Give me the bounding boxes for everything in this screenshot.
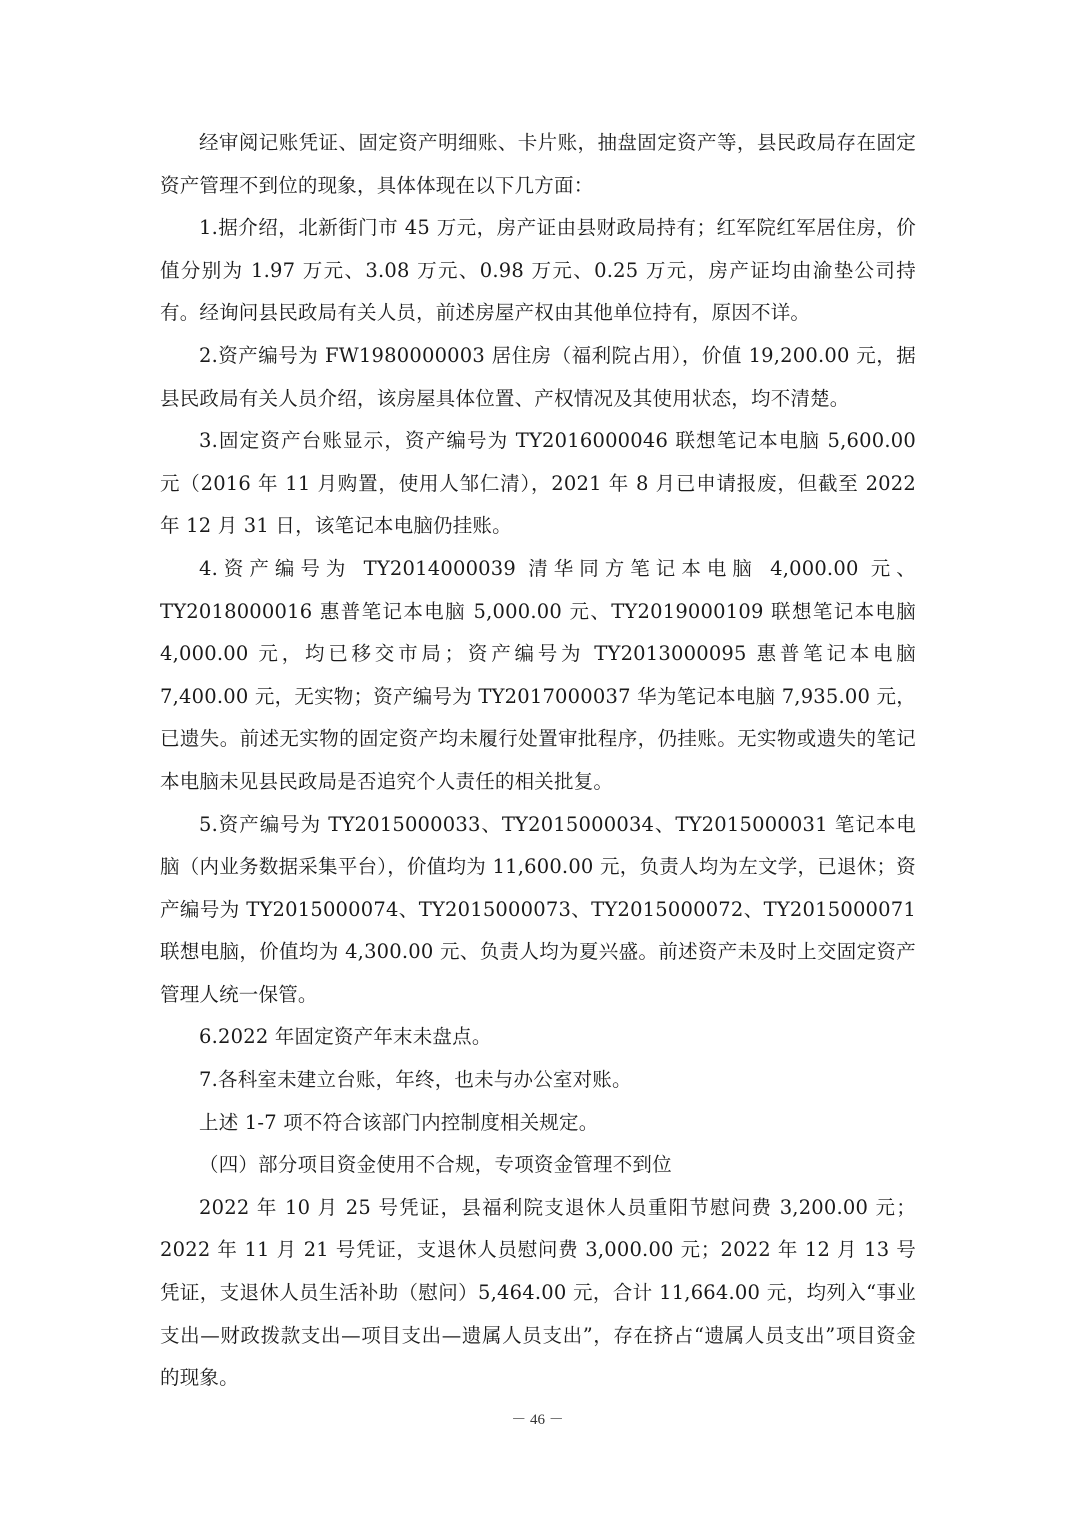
section-heading: （四）部分项目资金使用不合规，专项资金管理不到位	[199, 1153, 672, 1177]
paragraph-summary: 上述 1-7 项不符合该部门内控制度相关规定。	[199, 1110, 599, 1134]
paragraph-item-6: 6.2022 年固定资产年末未盘点。	[199, 1025, 492, 1049]
paragraph-item-5: 5.资产编号为 TY2015000033、TY2015000034、TY2015000031 笔记本电脑（内业务数据采集平台），价值均为 11,600.00 元，负责人均为左文学，已退休；资产编号为 TY2015000074、TY2015000073、TY2015000072、TY2015000071 联想电脑，价值均为 4,300.00 元、负责人均为夏兴盛。前述资产未及时上交固定资产管理人统一保管。	[160, 812, 916, 1006]
paragraph-intro: 经审阅记账凭证、固定资产明细账、卡片账，抽盘固定资产等，县民政局存在固定资产管理不到位的现象，具体体现在以下几方面：	[160, 131, 916, 197]
paragraph-item-4: 4.资产编号为 TY2014000039 清华同方笔记本电脑 4,000.00 元、TY2018000016 惠普笔记本电脑 5,000.00 元、TY2019000109 联想笔记本电脑 4,000.00 元，均已移交市局；资产编号为 TY2013000095 惠普笔记本电脑 7,400.00 元，无实物；资产编号为 TY2017000037 华为笔记本电脑 7,935.00 元，已遗失。前述无实物的固定资产均未履行处置审批程序，仍挂账。无实物或遗失的笔记本电脑未见县民政局是否追究个人责任的相关批复。	[160, 556, 916, 793]
document-body	[160, 122, 916, 1400]
page-number: － 46 －	[511, 1412, 564, 1428]
paragraph-item-2: 2.资产编号为 FW1980000003 居住房（福利院占用），价值 19,200.00 元，据县民政局有关人员介绍，该房屋具体位置、产权情况及其使用状态，均不清楚。	[160, 343, 916, 410]
paragraph-item-1: 1.据介绍，北新街门市 45 万元，房产证由县财政局持有；红军院红军居住房，价值分别为 1.97 万元、3.08 万元、0.98 万元、0.25 万元，房产证均由渝垫公司持有。经询问县民政局有关人员，前述房屋产权由其他单位持有，原因不详。	[160, 216, 916, 325]
paragraph-funds: 2022 年 10 月 25 号凭证，县福利院支退休人员重阳节慰问费 3,200.00 元；2022 年 11 月 21 号凭证，支退休人员慰问费 3,000.00 元；2022 年 12 月 13 号凭证，支退休人员生活补助（慰问）5,464.00 元，合计 11,664.00 元，均列入“事业支出—财政拨款支出—项目支出—遗属人员支出”，存在挤占“遗属人员支出”项目资金的现象。	[160, 1195, 916, 1390]
paragraph-item-7: 7.各科室未建立台账，年终，也未与办公室对账。	[199, 1068, 632, 1092]
paragraph-item-3: 3.固定资产台账显示，资产编号为 TY2016000046 联想笔记本电脑 5,600.00 元（2016 年 11 月购置，使用人邹仁清），2021 年 8 月已申请报废，但截至 2022 年 12 月 31 日，该笔记本电脑仍挂账。	[160, 429, 916, 538]
